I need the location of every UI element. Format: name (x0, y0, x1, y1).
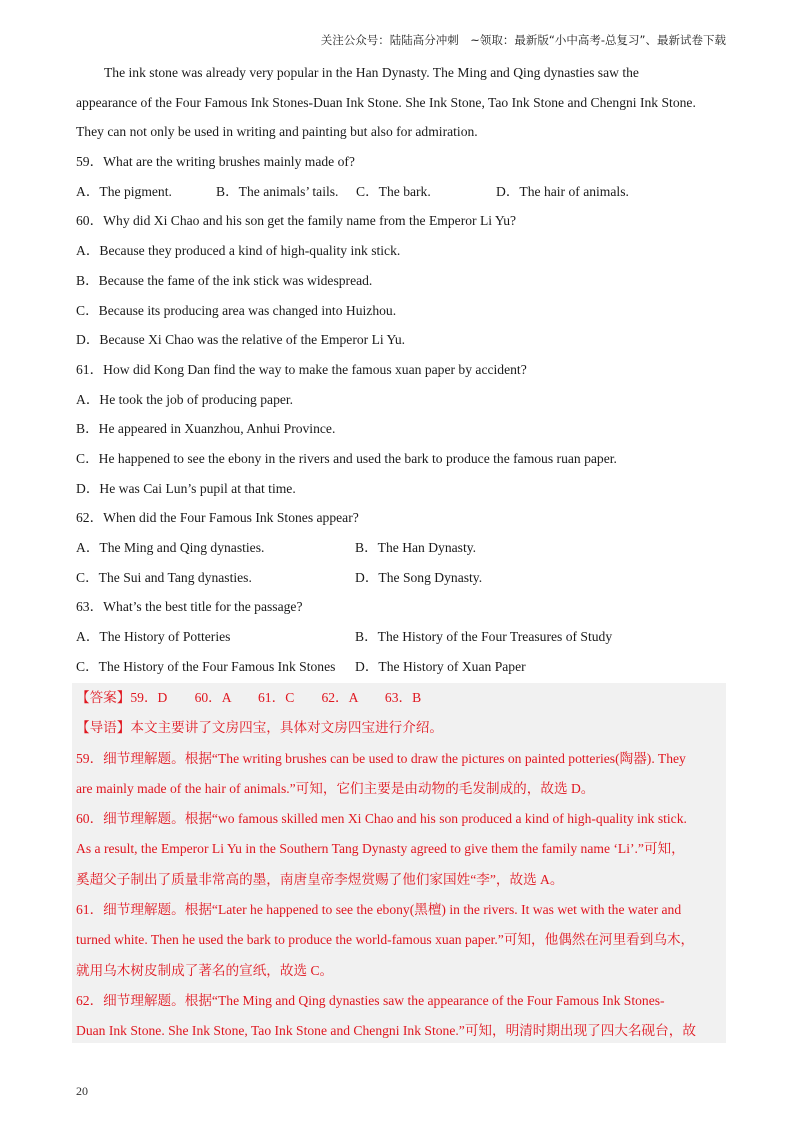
answer-analysis-box (72, 683, 726, 1043)
option-61-a: A．He took the job of producing paper. (76, 391, 294, 407)
question-stem-62: 62．When did the Four Famous Ink Stones appear? (76, 510, 359, 526)
options-62-row1 (76, 533, 724, 563)
page-number: 20 (76, 1084, 88, 1098)
option-62-a: A．The Ming and Qing dynasties. (76, 540, 265, 555)
analysis-61-line: turned white. Then he used the bark to produce the world-famous xuan paper.”可知，他偶然在河里看到乌木， (76, 932, 695, 948)
analysis-61-line: 61．细节理解题。根据“Later he happened to see the ebony(黑檀) in the rivers. It was wet with the water and (76, 902, 682, 918)
question-stem-63: 63．What’s the best title for the passage? (76, 599, 303, 615)
passage-line: The ink stone was already very popular in the Han Dynasty. The Ming and Qing dynasties saw the (104, 65, 639, 80)
analysis-62-line: 62．细节理解题。根据“The Ming and Qing dynasties saw the appearance of the Four Famous Ink Stones- (76, 992, 665, 1008)
option-60-a: A．Because they produced a kind of high-quality ink stick. (76, 243, 401, 259)
passage-line: appearance of the Four Famous Ink Stones-Duan Ink Stone. She Ink Stone, Tao Ink Stone and Chengni Ink Stone. (76, 94, 696, 110)
option-61-b: B．He appeared in Xuanzhou, Anhui Province. (76, 421, 336, 437)
option-62-d: D．The Song Dynasty. (355, 569, 483, 585)
question-stem-59: 59．What are the writing brushes mainly made of? (76, 154, 355, 170)
option-60-d: D．Because Xi Chao was the relative of the Emperor Li Yu. (76, 332, 406, 348)
options-63-row1 (76, 622, 724, 652)
analysis-60-line: 奚超父子制出了质量非常高的墨，南唐皇帝李煜赏赐了他们家国姓“李”，故选 A。 (76, 871, 564, 887)
option-63-a: A．The History of Potteries (76, 629, 231, 645)
option-62-c: C．The Sui and Tang dynasties. (76, 569, 252, 585)
option-60-b: B．Because the fame of the ink stick was widespread. (76, 272, 373, 288)
question-stem-61: 61．How did Kong Dan find the way to make the famous xuan paper by accident? (76, 361, 527, 377)
page-header: 关注公众号：陆陆高分冲刺 ~领取：最新版“小中高考-总复习”、最新试卷下载 (320, 33, 726, 47)
option-59-d: D．The hair of animals. (496, 183, 629, 199)
analysis-62-line: Duan Ink Stone. She Ink Stone, Tao Ink Stone and Chengni Ink Stone.”可知，明清时期出现了四大名砚台，故 (76, 1023, 696, 1039)
option-60-c: C．Because its producing area was changed into Huizhou. (76, 302, 397, 318)
options-63-row2 (76, 652, 724, 682)
option-62-b: B．The Han Dynasty. (355, 540, 477, 555)
option-61-c: C．He happened to see the ebony in the rivers and used the bark to produce the famous ruan paper. (76, 450, 617, 466)
options-62-row2 (76, 563, 724, 593)
analysis-59-line: 59．细节理解题。根据“The writing brushes can be used to draw the pictures on painted potteries(陶器). They (76, 750, 686, 766)
options-59 (76, 177, 724, 207)
guide-text: 【导语】本文主要讲了文房四宝，具体对文房四宝进行介绍。 (76, 720, 444, 736)
analysis-60-line: 60．细节理解题。根据“wo famous skilled men Xi Chao and his son produced a kind of high-quality ink stick. (76, 811, 687, 827)
answer-key: 【答案】59．D 60．A 61．C 62．A 63．B (76, 690, 422, 705)
option-59-a: A．The pigment. (76, 183, 172, 199)
option-59-c: C．The bark. (356, 183, 431, 199)
option-63-b: B．The History of the Four Treasures of Study (355, 629, 613, 645)
option-63-c: C．The History of the Four Famous Ink Stones (76, 658, 336, 674)
option-63-d: D．The History of Xuan Paper (355, 658, 526, 674)
question-stem-60: 60．Why did Xi Chao and his son get the family name from the Emperor Li Yu? (76, 213, 517, 229)
analysis-61-line: 就用乌木树皮制成了著名的宣纸，故选 C。 (76, 962, 334, 978)
analysis-60-line: As a result, the Emperor Li Yu in the Southern Tang Dynasty agreed to give them the family name ‘Li’.”可知， (76, 841, 685, 857)
question-section (76, 58, 724, 681)
analysis-59-line: are mainly made of the hair of animals.”可知，它们主要是由动物的毛发制成的，故选 D。 (76, 780, 595, 796)
option-59-b: B．The animals’ tails. (216, 183, 339, 199)
passage-line: They can not only be used in writing and painting but also for admiration. (76, 124, 478, 140)
option-61-d: D．He was Cai Lun’s pupil at that time. (76, 480, 296, 496)
